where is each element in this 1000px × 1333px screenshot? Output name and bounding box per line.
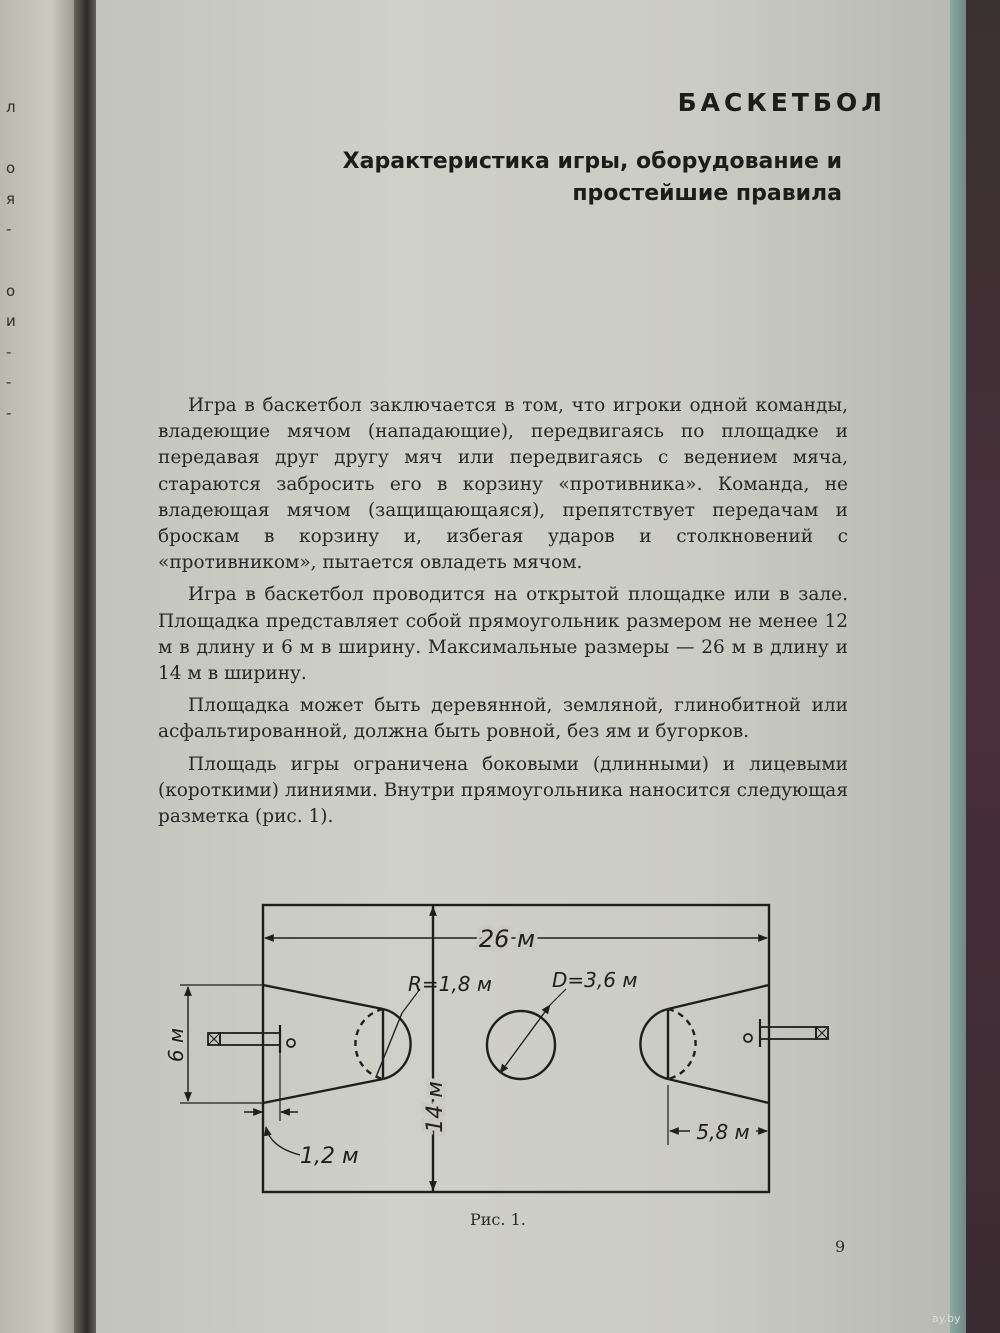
diameter-indicator [500, 1005, 550, 1073]
right-key-top-line [668, 985, 769, 1009]
left-page-text-fragments: л о я - о и - - - [6, 98, 16, 422]
left-backboard-support [220, 1033, 280, 1045]
basketball-court-diagram [164, 895, 860, 1205]
paragraph: Игра в баскетбол заключается в том, что игроки одной команды, владеющие мячом (нападающие), передвигаясь по площадке и передавая друг другу мяч или передвигаясь с ведением мяча, стараются забросить его в корзину «противника». Команда, не владеющая мячом (защищающаяся), препятствует передачам и броскам в корзину и, избегая ударов и столкновений с «противником», пытается овладеть мячом. [158, 395, 848, 574]
page-number: 9 [835, 1237, 846, 1256]
left-free-throw-arc [383, 1009, 411, 1079]
cover-edge [950, 0, 966, 1333]
body-text [158, 393, 848, 836]
width-label: 14 м [423, 1081, 448, 1133]
left-basket-ring [287, 1039, 295, 1047]
radius-label: R=1,8 м [408, 972, 492, 996]
right-key-bottom-line [668, 1079, 769, 1103]
left-page-edge [0, 0, 74, 1333]
left-key-bottom-line [263, 1079, 383, 1103]
radius-indicator [376, 1013, 402, 1077]
paragraph: Игра в баскетбол проводится на открытой площадке или в зале. Площадка представляет собой прямоугольник размером не менее 12 м в длину и 6 м в ширину. Максимальные размеры — 26 м в длину и 14 м в ширину. [158, 584, 848, 685]
watermark: ay.by [932, 1312, 961, 1325]
page-title: БАСКЕТБОЛ [677, 88, 886, 117]
diameter-label: D=3,6 м [552, 968, 638, 992]
figure-caption: Рис. 1. [470, 1210, 526, 1229]
length-label: 26 м [478, 925, 536, 953]
free-throw-distance-label: 5,8 м [696, 1120, 750, 1144]
section-subtitle: Характеристика игры, оборудование и простейшие правила [342, 149, 842, 206]
one-two-m-leader [266, 1127, 300, 1155]
restricted-width-label: 6 м [164, 1027, 188, 1063]
paragraph: Площадка может быть деревянной, земляной, глинобитной или асфальтированной, должна быть ровной, без ям и бугорков. [158, 695, 848, 743]
paragraph: Площадь игры ограничена боковыми (длинными) и лицевыми (короткими) линиями. Внутри прямоугольника наносится следующая разметка (рис. 1). [158, 753, 848, 828]
left-key-top-line [263, 985, 383, 1009]
right-basket-ring [744, 1034, 752, 1042]
background-surface [966, 0, 1000, 1333]
backboard-offset-label: 1,2 м [300, 1144, 359, 1169]
right-free-throw-arc-dashed [668, 1009, 696, 1079]
right-free-throw-arc [640, 1009, 668, 1079]
